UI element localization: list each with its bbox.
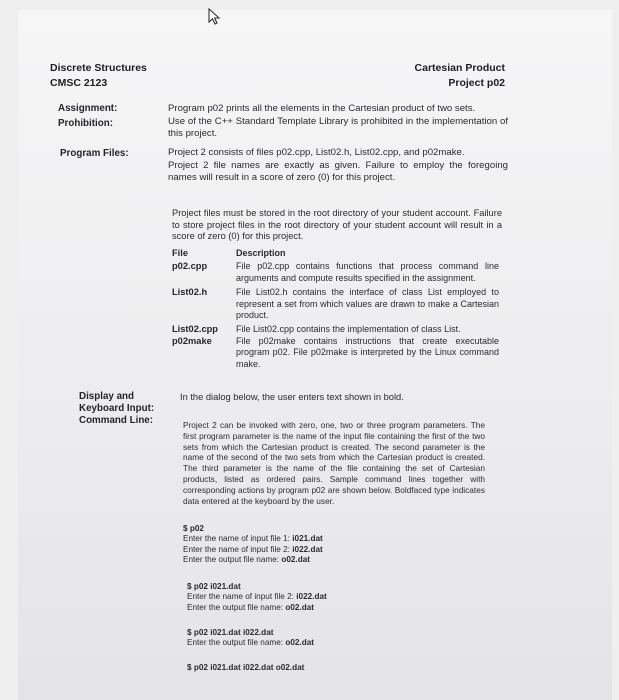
table-row <box>172 287 502 321</box>
prompt-text: Enter the name of input file 2: <box>187 592 297 602</box>
description-column-header: Description <box>236 248 286 258</box>
prompt-text: Enter the output file name: <box>187 602 286 612</box>
prompt-text: Enter the name of input file 1: <box>183 534 293 544</box>
user-input: o02.dat <box>281 555 310 565</box>
sample-command: $ p02 i021.dat <box>187 582 241 591</box>
table-row <box>172 336 502 370</box>
file-description: File List02.h contains the interface of class List employed to represent a set from which values are drawn to make a Cartesian product. <box>236 287 499 321</box>
sample-dialog-1 <box>183 524 483 566</box>
command-line-label: Command Line: <box>79 415 154 426</box>
file-name: List02.h <box>172 287 208 298</box>
root-directory-text: Project files must be stored in the root directory of your student account. Failure to store project files in the root directory of your student account will result in a score of zero (0) for this project. <box>172 208 502 242</box>
files-table-header <box>172 248 502 259</box>
sample-dialog-3 <box>187 628 487 649</box>
assignment-text: Program p02 prints all the elements in the Cartesian product of two sets. <box>168 103 476 114</box>
user-input: o02.dat <box>285 602 314 612</box>
sample-command: $ p02 i021.dat i022.dat <box>187 628 274 637</box>
file-description: File p02.cpp contains functions that process command line arguments and compute results specified in the assignment. <box>236 261 499 283</box>
file-name: p02.cpp <box>172 261 208 272</box>
table-row <box>172 324 502 335</box>
file-description: File p02make contains instructions that create executable program p02. File p02make is interpreted by the Linux command make. <box>236 335 499 369</box>
program-files-label: Program Files: <box>60 148 129 159</box>
user-input: i022.dat <box>292 544 323 554</box>
prompt-text: Enter the name of input file 2: <box>183 544 293 554</box>
user-input: i021.dat <box>292 534 323 544</box>
course-name: Discrete Structures <box>50 62 147 74</box>
table-row <box>172 261 502 284</box>
display-label: Display and <box>79 391 134 402</box>
prohibition-label: Prohibition: <box>58 118 113 129</box>
dialog-intro-text: In the dialog below, the user enters text shown in bold. <box>180 392 404 402</box>
prompt-text: Enter the output file name: <box>183 555 282 565</box>
keyboard-input-label: Keyboard Input: <box>79 403 155 414</box>
file-name: List02.cpp <box>172 324 218 335</box>
project-name: Project p02 <box>448 77 505 89</box>
prompt-text: Enter the output file name: <box>187 638 286 648</box>
files-table <box>172 248 502 370</box>
prohibition-text: Use of the C++ Standard Template Library is prohibited in the implementation of this project. <box>168 116 508 140</box>
sample-command: $ p02 <box>183 524 204 533</box>
course-code: CMSC 2123 <box>50 77 108 89</box>
document-title: Cartesian Product <box>414 62 505 74</box>
program-files-text: Project 2 consists of files p02.cpp, List02.h, List02.cpp, and p02make. <box>168 147 465 158</box>
assignment-label: Assignment: <box>58 103 118 114</box>
user-input: o02.dat <box>285 638 314 648</box>
sample-dialog-2 <box>187 582 487 613</box>
file-name: p02make <box>172 335 212 346</box>
file-column-header: File <box>172 248 189 258</box>
file-description: File List02.cpp contains the implementation of class List. <box>236 324 461 335</box>
user-input: i022.dat <box>296 592 327 602</box>
command-line-text: Project 2 can be invoked with zero, one, two or three program parameters. The first program parameter is the name of the input file containing the first of the two sets from which the Cartesian product is created. The second parameter is the name of the second of the two sets from which the Cartesian product is created. The third parameter is the name of the file containing the set of Cartesian products, listed as ordered pairs. Sample command lines together with corresponding actions by program p02 are shown below. Boldfaced type indicates data entered at the keyboard by the user. <box>183 420 485 506</box>
file-names-warning: Project 2 file names are exactly as given. Failure to employ the foregoing names will result in a score of zero (0) for this project. <box>168 160 508 184</box>
sample-command-4: $ p02 i021.dat i022.dat o02.dat <box>187 663 305 672</box>
mouse-pointer-icon <box>206 8 224 26</box>
